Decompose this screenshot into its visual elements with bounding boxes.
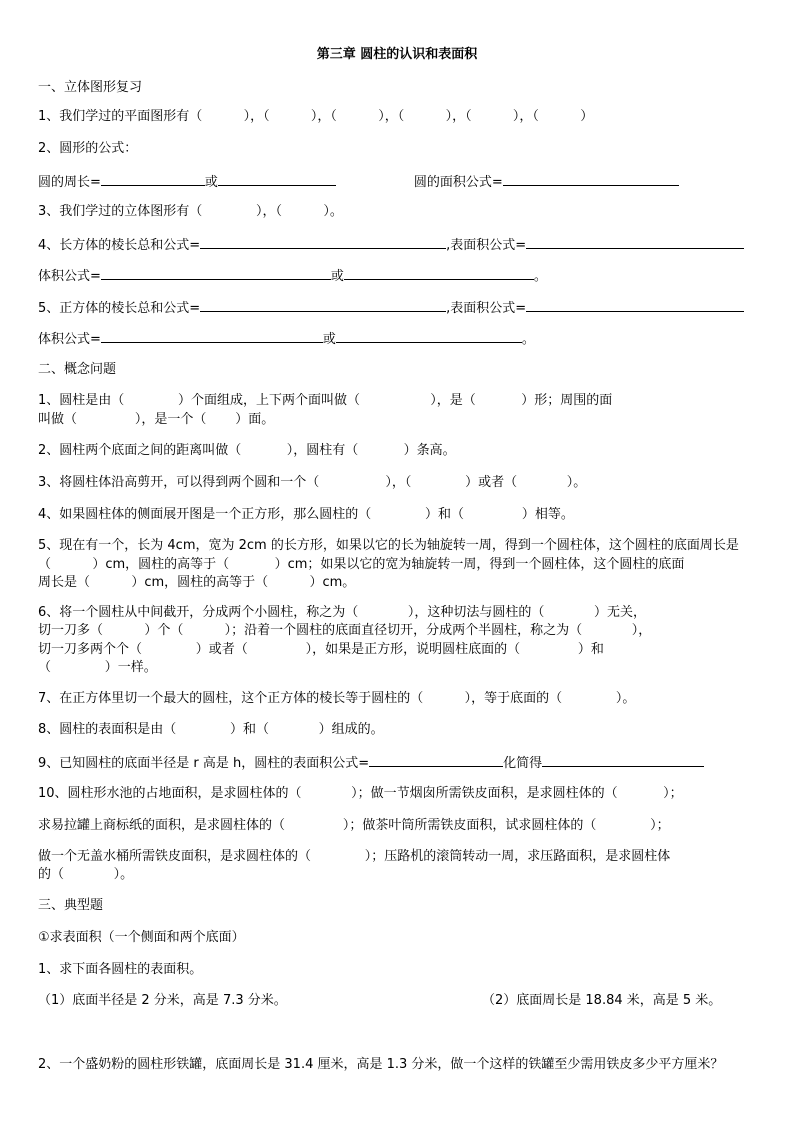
formula-label: 9、已知圆柱的底面半径是 r 高是 h，圆柱的表面积公式=	[38, 756, 370, 771]
question-2-3: 3、将圆柱体沿高剪开，可以得到两个圆和一个（ ），（ ）或者（ ）。	[38, 475, 587, 490]
or-label: 或	[204, 175, 218, 190]
blank-line	[101, 329, 323, 343]
question-2-8: 8、圆柱的表面积是由（ ）和（ ）组成的。	[38, 722, 384, 737]
question-2-2: 2、圆柱两个底面之间的距离叫做（ ），圆柱有（ ）条高。	[38, 443, 456, 458]
question-1-3: 3、我们学过的立体图形有（ ），（ ）。	[38, 204, 343, 219]
question-1-2-formulas	[38, 172, 679, 192]
page-title: 第三章 圆柱的认识和表面积	[316, 47, 478, 62]
question-2-10b: 求易拉罐上商标纸的面积，是求圆柱体的（ ）；做茶叶筒所需铁皮面积，试求圆柱体的（ ）；	[38, 818, 670, 833]
question-2-7: 7、在正方体里切一个最大的圆柱，这个正方体的棱长等于圆柱的（ ），等于底面的（ ）。	[38, 691, 636, 706]
blank-line	[503, 172, 679, 186]
question-2-9	[38, 753, 704, 773]
blank-line	[200, 235, 446, 249]
circumference-label: 圆的周长=	[38, 175, 101, 190]
simplify-label: 化简得	[503, 756, 543, 771]
surface-label: ,表面积公式=	[446, 238, 527, 253]
question-2-10d: 的（ ）。	[38, 867, 134, 882]
question-1-4	[38, 235, 744, 255]
blank-line	[336, 329, 522, 343]
question-3-2: 2、一个盛奶粉的圆柱形铁罐，底面周长是 31.4 厘米，高是 1.3 分米，做一个这样的铁罐至少需用铁皮多少平方厘米？	[38, 1057, 724, 1072]
blank-line	[218, 172, 336, 186]
period: 。	[521, 332, 535, 347]
question-2-5c: 周长是（ ）cm，圆柱的高等于（ ）cm。	[38, 575, 356, 590]
blank-line	[101, 172, 205, 186]
or-label: 或	[322, 332, 336, 347]
blank-line	[526, 235, 744, 249]
section-heading-2: 二、概念问题	[38, 362, 117, 377]
question-1-1: 1、我们学过的平面图形有（ ），（ ），（ ），（ ），（ ），（ ）	[38, 109, 594, 124]
or-label: 或	[330, 269, 344, 284]
blank-line	[542, 753, 704, 767]
cube-edge-label: 5、正方体的棱长总和公式=	[38, 301, 201, 316]
question-1-2: 2、圆形的公式：	[38, 141, 138, 156]
blank-line	[200, 298, 446, 312]
question-2-10c: 做一个无盖水桶所需铁皮面积，是求圆柱体的（ ）；压路机的滚筒转动一周，求压路面积，是求圆柱体	[38, 849, 671, 864]
period: 。	[533, 269, 547, 284]
section-heading-3: 三、典型题	[38, 898, 104, 913]
question-1-5-volume	[38, 329, 535, 349]
blank-line	[101, 266, 331, 280]
cuboid-edge-label: 4、长方体的棱长总和公式=	[38, 238, 201, 253]
question-2-5a: 5、现在有一个，长为 4cm，宽为 2cm 的长方形，如果以它的长为轴旋转一周，得到一个圆柱体，这个圆柱的底面周长是	[38, 538, 739, 553]
question-1-4-volume	[38, 266, 547, 286]
question-2-1b: 叫做（ ），是一个（ ）面。	[38, 412, 275, 427]
subsection-1: ①求表面积（一个侧面和两个底面）	[38, 930, 245, 945]
question-3-1a: （1）底面半径是 2 分米，高是 7.3 分米。	[38, 993, 287, 1008]
question-2-6c: 切一刀多两个个（ ）或者（ ），如果是正方形，说明圆柱底面的（ ）和	[38, 642, 604, 657]
question-1-5	[38, 298, 744, 318]
question-2-10a: 10、圆柱形水池的占地面积，是求圆柱体的（ ）；做一节烟囱所需铁皮面积，是求圆柱体的（ ）；	[38, 786, 683, 801]
question-2-4: 4、如果圆柱体的侧面展开图是一个正方形，那么圆柱的（ ）和（ ）相等。	[38, 507, 574, 522]
question-2-6a: 6、将一个圆柱从中间截开，分成两个小圆柱，称之为（ ），这种切法与圆柱的（ ）无关，	[38, 605, 646, 620]
blank-line	[526, 298, 744, 312]
volume-label: 体积公式=	[38, 269, 101, 284]
question-2-6b: 切一刀多（ ）个（ ）；沿着一个圆柱的底面直径切开，分成两个半圆柱，称之为（ ），	[38, 623, 652, 638]
blank-line	[369, 753, 503, 767]
question-2-5b: （ ）cm，圆柱的高等于（ ）cm；如果以它的宽为轴旋转一周，得到一个圆柱体，这个圆柱的底面	[38, 557, 685, 572]
question-3-1: 1、求下面各圆柱的表面积。	[38, 962, 203, 977]
question-2-1a: 1、圆柱是由（ ）个面组成，上下两个面叫做（ ），是（ ）形；周围的面	[38, 393, 613, 408]
section-heading-1: 一、立体图形复习	[38, 80, 143, 95]
question-2-6d: （ ）一样。	[38, 660, 157, 675]
area-label: 圆的面积公式=	[413, 175, 503, 190]
question-3-1b: （2）底面周长是 18.84 米，高是 5 米。	[482, 993, 722, 1008]
volume-label: 体积公式=	[38, 332, 101, 347]
blank-line	[344, 266, 534, 280]
surface-label: ,表面积公式=	[446, 301, 527, 316]
